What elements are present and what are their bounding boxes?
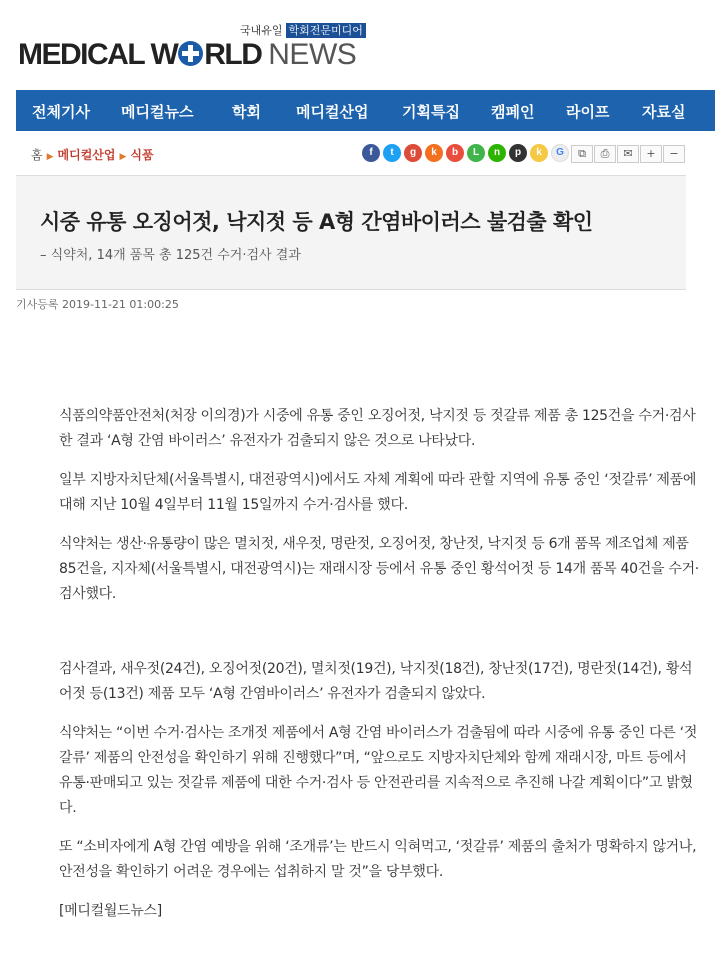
social-share-bar bbox=[362, 144, 572, 162]
nav-item-all[interactable]: 전체기사 bbox=[32, 103, 90, 121]
breadcrumb-category[interactable]: 메디컬산업 bbox=[57, 148, 116, 162]
breadcrumb-home[interactable]: 홈 bbox=[31, 148, 43, 162]
facebook-icon[interactable]: f bbox=[362, 144, 380, 162]
main-nav bbox=[16, 90, 715, 131]
article-reg-date: 기사등록 2019-11-21 01:00:25 bbox=[16, 298, 179, 311]
logo-tagline bbox=[240, 22, 366, 38]
nav-item-industry[interactable]: 메디컬산업 bbox=[296, 103, 369, 121]
font-decrease-button[interactable]: − bbox=[663, 145, 685, 163]
article-paragraph: 식약처는 “이번 수거·검사는 조개젓 제품에서 A형 간염 바이러스가 검출됨에 따라 시중에 유통 중인 다른 ‘젓갈류’ 제품의 안전성을 확인하기 위해 진행했다”며, “앞으로도 지방자치단체와 함께 재래시장, 마트 등에서 유통·판매되고 있는 젓갈류 제품에 대한 수거·검사 등 안전관리를 지속적으로 추진해 나갈 계획이다”고 밝혔다. bbox=[59, 725, 698, 816]
site-logo[interactable] bbox=[18, 20, 363, 72]
article-body bbox=[59, 404, 699, 938]
article-paragraph: 또 “소비자에게 A형 간염 예방을 위해 ‘조개류’는 반드시 익혀먹고, ‘젓갈류’ 제품의 출처가 명확하지 않거나, 안전성을 확인하기 어려운 경우에는 섭취하지 말 것”을 당부했다. bbox=[59, 839, 697, 880]
twitter-icon[interactable]: t bbox=[383, 144, 401, 162]
kakaostory-icon[interactable]: k bbox=[425, 144, 443, 162]
font-increase-button[interactable]: + bbox=[640, 145, 662, 163]
nav-item-feature[interactable]: 기획특집 bbox=[402, 103, 460, 121]
breadcrumb bbox=[31, 146, 154, 163]
article-header bbox=[16, 175, 686, 290]
print-icon[interactable]: ⎙ bbox=[594, 145, 616, 163]
naver-blog-icon[interactable]: n bbox=[488, 144, 506, 162]
article-tools bbox=[571, 145, 686, 163]
nav-item-archive[interactable]: 자료실 bbox=[642, 103, 686, 121]
nav-item-life[interactable]: 라이프 bbox=[566, 103, 610, 121]
nav-item-campaign[interactable]: 캠페인 bbox=[491, 103, 535, 121]
chevron-right-icon: ▶ bbox=[119, 152, 127, 162]
logo-name-right: RLD bbox=[204, 38, 262, 71]
band-icon[interactable]: b bbox=[446, 144, 464, 162]
logo-name-left: MEDICAL W bbox=[18, 38, 178, 71]
logo-name-news: NEWS bbox=[268, 38, 357, 71]
pinterest-icon[interactable]: p bbox=[509, 144, 527, 162]
chevron-right-icon: ▶ bbox=[46, 152, 54, 162]
article-paragraph: 식약처는 생산·유통량이 많은 멸치젓, 새우젓, 명란젓, 오징어젓, 창난젓, 낙지젓 등 6개 품목 제조업체 제품 85건을, 지자체(서울특별시, 대전광역시)는 재래시장 등에서 유통 중인 황석어젓 등 14개 품목 40건을 수거·검사했다. bbox=[59, 536, 699, 602]
google-plus-icon[interactable]: g bbox=[404, 144, 422, 162]
article-subtitle: – 식약처, 14개 품목 총 125건 수거·검사 결과 bbox=[40, 248, 301, 263]
article-paragraph: 일부 지방자치단체(서울특별시, 대전광역시)에서도 자체 계획에 따라 관할 지역에 유통 중인 ‘젓갈류’ 제품에 대해 지난 10월 4일부터 11월 15일까지 수거·검사를 했다. bbox=[59, 472, 697, 513]
google-icon[interactable]: G bbox=[551, 144, 569, 162]
article-paragraph: 검사결과, 새우젓(24건), 오징어젓(20건), 멸치젓(19건), 낙지젓(18건), 창난젓(17건), 명란젓(14건), 황석어젓 등(13건) 제품 모두 ‘A형 간염바이러스’ 유전자가 검출되지 않았다. bbox=[59, 661, 693, 702]
email-icon[interactable]: ✉ bbox=[617, 145, 639, 163]
article-source: [메디컬월드뉴스] bbox=[59, 903, 162, 919]
breadcrumb-sub[interactable]: 식품 bbox=[130, 148, 154, 162]
nav-item-society[interactable]: 학회 bbox=[232, 103, 261, 121]
logo-wordmark bbox=[18, 38, 356, 72]
article-paragraph: 식품의약품안전처(처장 이의경)가 시중에 유통 중인 오징어젓, 낙지젓 등 젓갈류 제품 총 125건을 수거·검사한 결과 ‘A형 간염 바이러스’ 유전자가 검출되지 않은 것으로 나타났다. bbox=[59, 408, 696, 449]
line-icon[interactable]: L bbox=[467, 144, 485, 162]
globe-cross-icon bbox=[178, 41, 203, 66]
copy-link-icon[interactable]: ⧉ bbox=[571, 145, 593, 163]
logo-tag-text: 국내유일 bbox=[240, 24, 283, 37]
nav-item-medical-news[interactable]: 메디컬뉴스 bbox=[121, 103, 194, 121]
article-title: 시중 유통 오징어젓, 낙지젓 등 A형 간염바이러스 불검출 확인 bbox=[40, 210, 593, 234]
kakaotalk-icon[interactable]: k bbox=[530, 144, 548, 162]
logo-badge: 학회전문미디어 bbox=[286, 23, 366, 38]
